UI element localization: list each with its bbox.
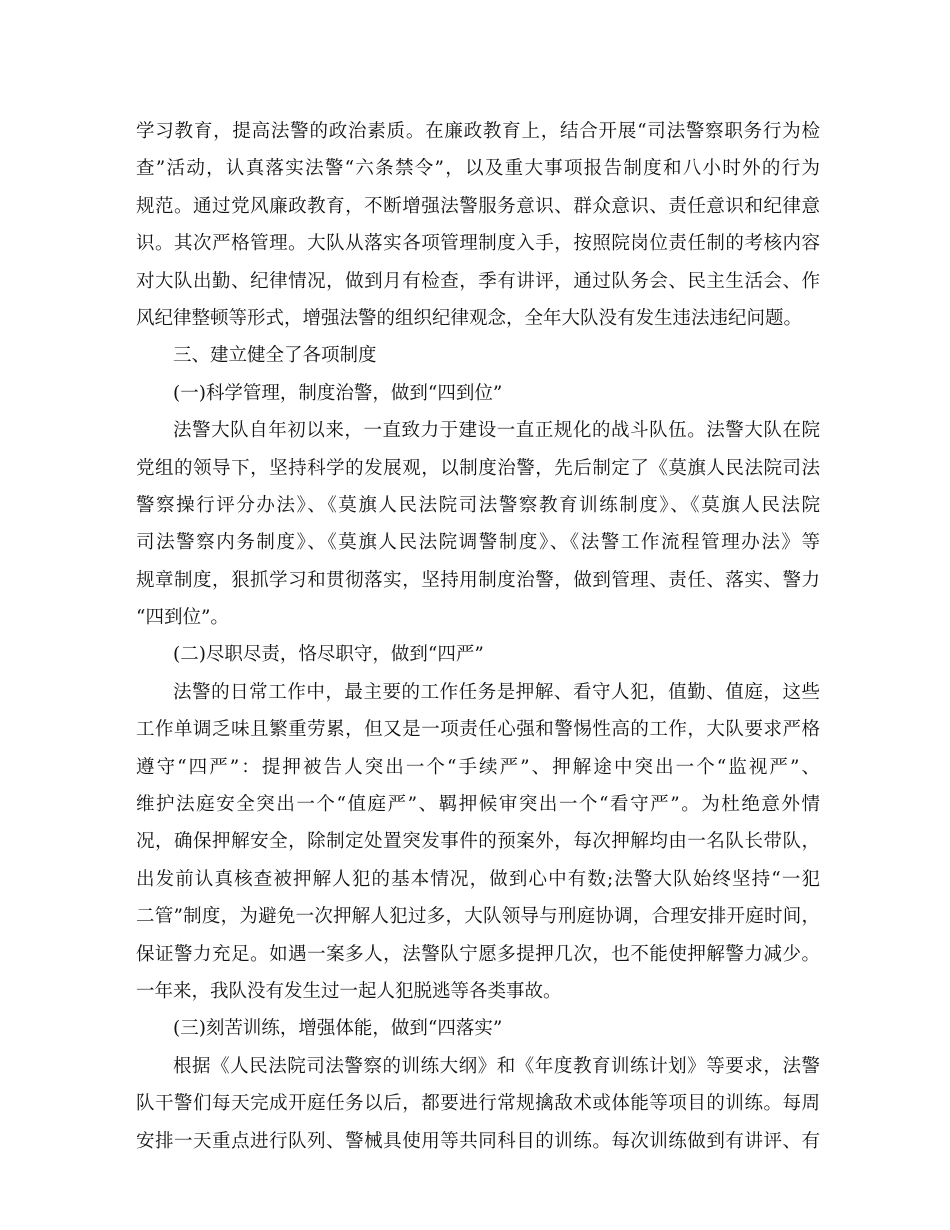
paragraph-line: 司法警察内务制度》、《莫旗人民法院调警制度》、《法警工作流程管理办法》等 <box>136 532 820 554</box>
subsection-heading: (一)科学管理，制度治警，做到“四到位” <box>173 382 503 404</box>
paragraph-line: 法警的日常工作中，最主要的工作任务是押解、看守人犯，值勤、值庭，这些 <box>173 681 820 703</box>
paragraph-line: 法警大队自年初以来，一直致力于建设一直正规化的战斗队伍。法警大队在院 <box>173 420 820 442</box>
paragraph-line: 党组的领导下，坚持科学的发展观，以制度治警，先后制定了《莫旗人民法院司法 <box>136 457 820 479</box>
paragraph-line: 规章制度，狠抓学习和贯彻落实，坚持用制度治警，做到管理、责任、落实、警力 <box>136 569 820 591</box>
paragraph-line: 维护法庭安全突出一个“值庭严”、羁押候审突出一个“看守严”。为杜绝意外情 <box>136 794 820 816</box>
paragraph-line: 一年来，我队没有发生过一起人犯脱逃等各类事故。 <box>136 980 562 1002</box>
paragraph-line: 学习教育，提高法警的政治素质。在廉政教育上，结合开展“司法警察职务行为检 <box>136 121 820 142</box>
subsection-heading: (三)刻苦训练，增强体能，做到“四落实” <box>173 1018 503 1040</box>
paragraph-line: 警察操行评分办法》、《莫旗人民法院司法警察教育训练制度》、《莫旗人民法院 <box>136 494 820 516</box>
paragraph-line: 识。其次严格管理。大队从落实各项管理制度入手，按照院岗位责任制的考核内容 <box>136 233 820 255</box>
paragraph-line: 队干警们每天完成开庭任务以后，都要进行常规擒敌术或体能等项目的训练。每周 <box>136 1093 820 1115</box>
paragraph-line: “四到位”。 <box>136 607 229 629</box>
paragraph-line: 对大队出勤、纪律情况，做到月有检查，季有讲评，通过队务会、民主生活会、作 <box>136 270 820 292</box>
paragraph-line: 二管”制度，为避免一次押解人犯过多，大队领导与刑庭协调，合理安排开庭时间， <box>136 906 820 928</box>
paragraph-line: 安排一天重点进行队列、警械具使用等共同科目的训练。每次训练做到有讲评、有 <box>136 1130 820 1152</box>
paragraph-line: 工作单调乏味且繁重劳累，但又是一项责任心强和警惕性高的工作，大队要求严格 <box>136 719 820 741</box>
paragraph-line: 出发前认真核查被押解人犯的基本情况，做到心中有数;法警大队始终坚持“一犯 <box>136 868 820 890</box>
paragraph-line: 保证警力充足。如遇一案多人，法警队宁愿多提押几次，也不能使押解警力减少。 <box>136 943 820 965</box>
paragraph-line: 风纪律整顿等形式，增强法警的组织纪律观念，全年大队没有发生违法违纪问题。 <box>136 307 803 329</box>
document-body <box>136 113 820 1160</box>
paragraph-line: 况，确保押解安全，除制定处置突发事件的预案外，每次押解均由一名队长带队， <box>136 831 820 853</box>
section-heading: 三、建立健全了各项制度 <box>173 345 377 367</box>
paragraph-line: 规范。通过党风廉政教育，不断增强法警服务意识、群众意识、责任意识和纪律意 <box>136 195 820 217</box>
paragraph-line: 查”活动，认真落实法警“六条禁令”，以及重大事项报告制度和八小时外的行为 <box>136 158 820 180</box>
subsection-heading: (二)尽职尽责，恪尽职守，做到“四严” <box>173 644 484 666</box>
paragraph-line: 遵守“四严”：提押被告人突出一个“手续严”、押解途中突出一个“监视严”、 <box>136 756 820 778</box>
paragraph-line: 根据《人民法院司法警察的训练大纲》和《年度教育训练计划》等要求，法警 <box>173 1055 820 1077</box>
